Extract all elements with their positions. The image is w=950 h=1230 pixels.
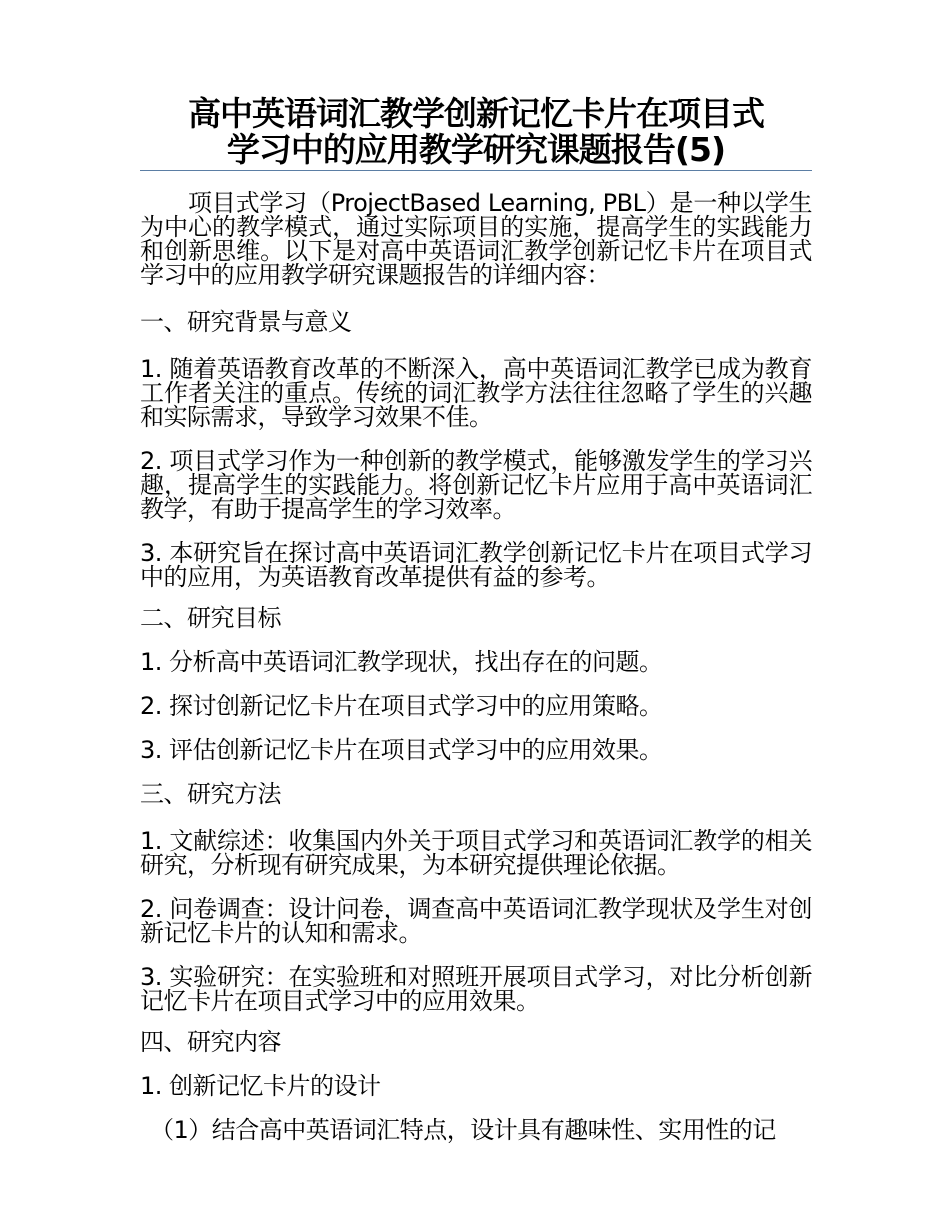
content-item-1: 1. 创新记忆卡片的设计 <box>140 1072 381 1100</box>
title-underline <box>140 170 812 171</box>
objective-item-2: 2. 探讨创新记忆卡片在项目式学习中的应用策略。 <box>140 692 663 720</box>
method-item-2: 2. 问卷调查：设计问卷，调查高中英语词汇教学现状及学生对创新记忆卡片的认知和需求。 <box>140 895 812 947</box>
section-heading-methods: 三、研究方法 <box>140 780 281 808</box>
title-line-1: 高中英语词汇教学创新记忆卡片在项目式 <box>188 94 764 133</box>
method-item-3: 3. 实验研究：在实验班和对照班开展项目式学习，对比分析创新记忆卡片在项目式学习中的应用效果。 <box>140 963 812 1015</box>
title-line-2: 学习中的应用教学研究课题报告(5) <box>226 130 726 169</box>
section-heading-objectives: 二、研究目标 <box>140 604 281 632</box>
background-item-2: 2. 项目式学习作为一种创新的教学模式，能够激发学生的学习兴趣，提高学生的实践能力。将创新记忆卡片应用于高中英语词汇教学，有助于提高学生的学习效率。 <box>140 447 812 523</box>
objective-item-1: 1. 分析高中英语词汇教学现状，找出存在的问题。 <box>140 648 663 676</box>
objective-item-3: 3. 评估创新记忆卡片在项目式学习中的应用效果。 <box>140 736 663 764</box>
intro-paragraph: 项目式学习（ProjectBased Learning, PBL）是一种以学生为中心的教学模式，通过实际项目的实施，提高学生的实践能力和创新思维。以下是对高中英语词汇教学创新记忆卡片在项目式学习中的应用教学研究课题报告的详细内容： <box>140 189 812 289</box>
section-heading-background: 一、研究背景与意义 <box>140 308 352 336</box>
document-page <box>140 96 812 1145</box>
method-item-1: 1. 文献综述：收集国内外关于项目式学习和英语词汇教学的相关研究，分析现有研究成果，为本研究提供理论依据。 <box>140 827 812 879</box>
section-heading-content: 四、研究内容 <box>140 1028 281 1056</box>
background-item-1: 1. 随着英语教育改革的不断深入，高中英语词汇教学已成为教育工作者关注的重点。传统的词汇教学方法往往忽略了学生的兴趣和实际需求，导致学习效果不佳。 <box>140 355 812 431</box>
background-item-3: 3. 本研究旨在探讨高中英语词汇教学创新记忆卡片在项目式学习中的应用，为英语教育改革提供有益的参考。 <box>140 539 812 591</box>
document-title <box>140 96 812 168</box>
content-subitem-1: （1）结合高中英语词汇特点，设计具有趣味性、实用性的记 <box>150 1116 776 1144</box>
